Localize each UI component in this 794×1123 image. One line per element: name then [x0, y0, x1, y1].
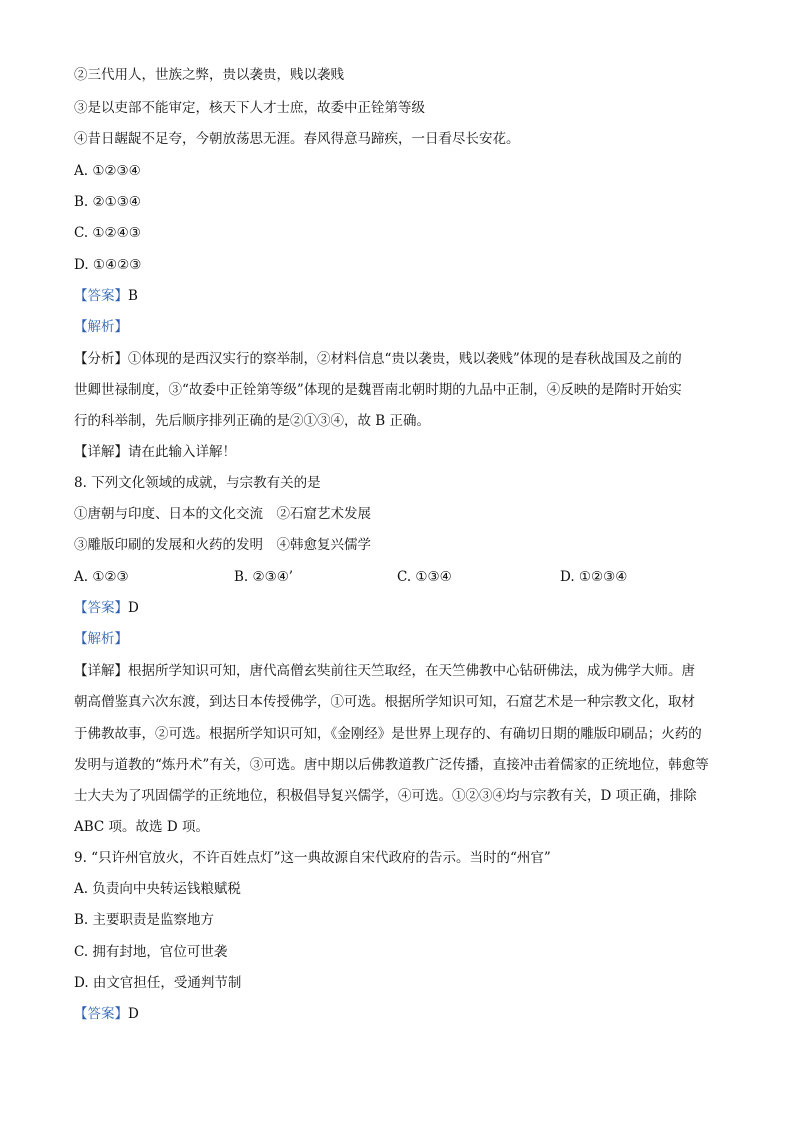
answer-value: B: [128, 288, 138, 304]
answer-tag: 【答案】: [74, 288, 128, 304]
q7-option-c: C. ①②④③: [74, 225, 141, 241]
analysis-tag: 【分析】: [74, 351, 128, 367]
q8-jiexi-heading: 【解析】: [74, 631, 128, 647]
q8-option-a: A. ①②③: [74, 569, 129, 585]
q8-items-line-1: ①唐朝与印度、日本的文化交流 ②石窟艺术发展: [74, 506, 371, 522]
detail-text: 根据所学知识可知，唐代高僧玄奘前往天竺取经，在天竺佛教中心钻研佛法，成为佛学大师。唐: [128, 663, 695, 679]
q8-detail-line-6: ABC 项。故选 D 项。: [74, 819, 209, 835]
q7-option-d: D. ①④②③: [74, 257, 142, 273]
q8-option-d: D. ①②③④: [560, 569, 628, 585]
q7-option-b: B. ②①③④: [74, 194, 141, 210]
q7-item-3: ③是以吏部不能审定，核天下人才士庶，故委中正铨第等级: [74, 100, 425, 116]
q8-option-b: B. ②③④’: [234, 569, 294, 585]
q7-detail: [74, 442, 734, 462]
q7-answer: [74, 286, 734, 306]
q8-detail-line-3: 于佛教故事，②可选。根据所学知识可知，《金刚经》是世界上现存的、有确切日期的雕版印刷品；火药的: [74, 726, 702, 742]
answer-tag: 【答案】: [74, 1006, 128, 1022]
q8-answer: [74, 598, 734, 618]
q7-jiexi-heading: 【解析】: [74, 319, 128, 335]
q8-detail-line-5: 士大夫为了巩固儒学的正统地位，积极倡导复兴儒学，④可选。①②③④均与宗教有关，D 项正确，排除: [74, 788, 697, 804]
detail-text: 请在此输入详解！: [128, 444, 236, 460]
q7-analysis-line-1: [74, 349, 734, 369]
q9-option-c: C. 拥有封地，官位可世袭: [74, 944, 228, 960]
q8-stem: 8. 下列文化领域的成就，与宗教有关的是: [74, 475, 321, 491]
q7-option-a: A. ①②③④: [74, 163, 141, 179]
q8-detail-line-2: 朝高僧鉴真六次东渡，到达日本传授佛学，①可选。根据所学知识可知，石窟艺术是一种宗教文化，取材: [74, 694, 695, 710]
answer-value: D: [128, 600, 139, 616]
q8-detail-line-4: 发明与道教的“炼丹术”有关，③可选。唐中期以后佛教道教广泛传播，直接冲击着儒家的正统地位，韩愈等: [74, 757, 709, 773]
q7-analysis-line-2: 世卿世禄制度，③“故委中正铨第等级”体现的是魏晋南北朝时期的九品中正制，④反映的是隋时开始实: [74, 382, 682, 398]
q8-items-line-2: ③雕版印刷的发展和火药的发明 ④韩愈复兴儒学: [74, 537, 371, 553]
q7-item-4: ④昔日龌龊不足夸，今朝放荡思无涯。春风得意马蹄疾，一日看尽长安花。: [74, 131, 520, 147]
q9-option-b: B. 主要职责是监察地方: [74, 912, 215, 928]
q9-option-a: A. 负责向中央转运钱粮赋税: [74, 881, 241, 897]
q9-answer: [74, 1004, 734, 1024]
q7-analysis-line-3: 行的科举制，先后顺序排列正确的是②①③④，故 B 正确。: [74, 413, 431, 429]
answer-tag: 【答案】: [74, 600, 128, 616]
q7-item-2: ②三代用人，世族之弊，贵以袭贵，贱以袭贱: [74, 67, 344, 83]
detail-tag: 【详解】: [74, 444, 128, 460]
detail-tag: 【详解】: [74, 663, 128, 679]
q9-option-d: D. 由文官担任，受通判节制: [74, 975, 242, 991]
analysis-text: ①体现的是西汉实行的察举制，②材料信息“贵以袭贵，贱以袭贱”体现的是春秋战国及之前的: [128, 351, 682, 367]
q8-detail-line-1: [74, 661, 734, 681]
answer-value: D: [128, 1006, 139, 1022]
q8-option-c: C. ①③④: [397, 569, 452, 585]
q9-stem: 9. “只许州官放火，不许百姓点灯”这一典故源自宋代政府的告示。当时的“州官”: [74, 850, 551, 866]
q8-options: [74, 567, 734, 587]
